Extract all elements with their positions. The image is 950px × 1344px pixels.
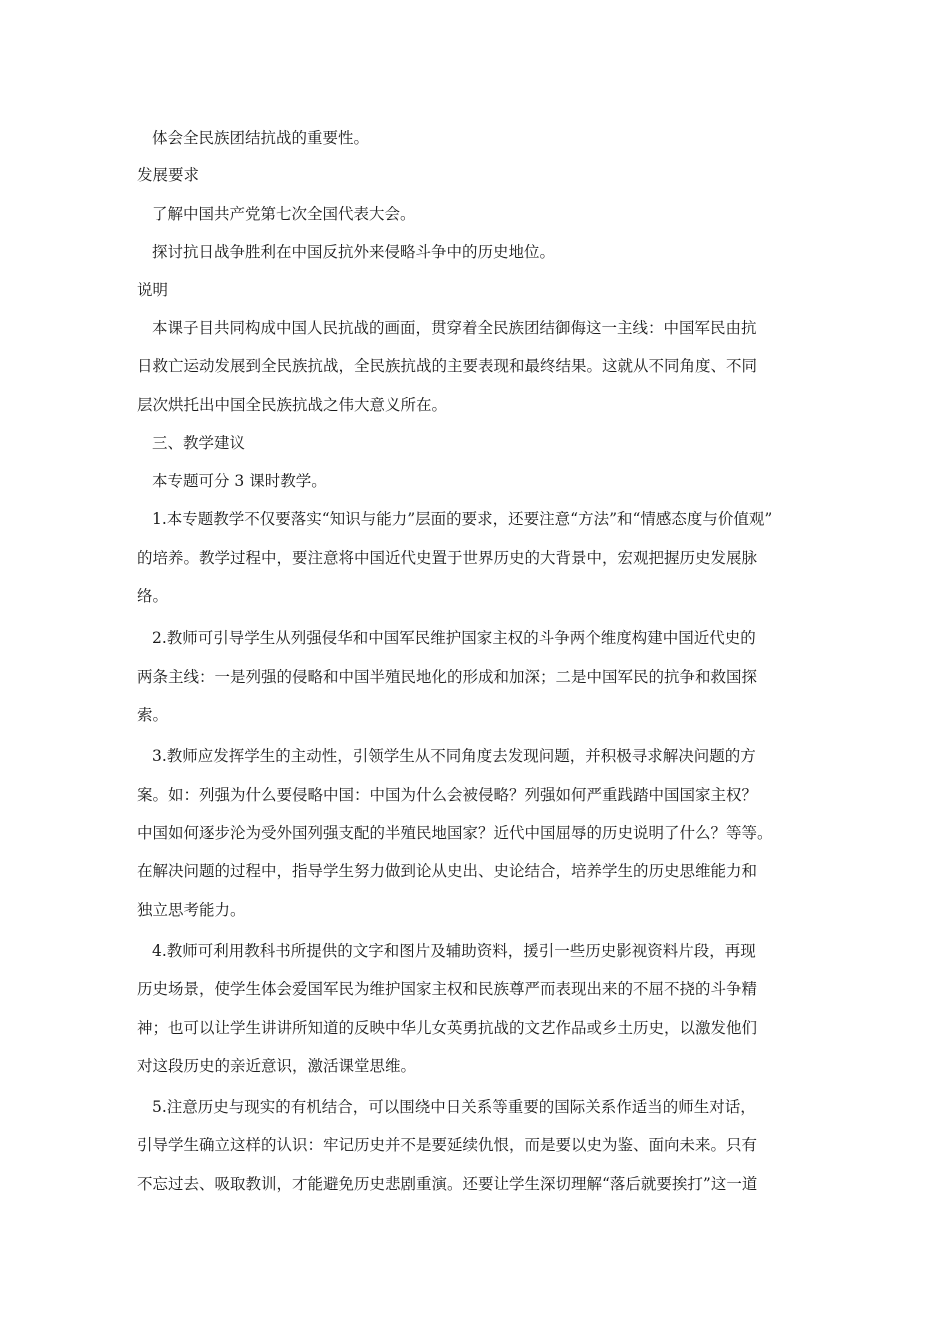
text-line: 不忘过去、吸取教训，才能避免历史悲剧重演。还要让学生深切理解“落后就要挨打”这一道: [137, 1175, 758, 1193]
text-line: 两条主线：一是列强的侵略和中国半殖民地化的形成和加深；二是中国军民的抗争和救国探: [137, 668, 758, 686]
text-line: 本课子目共同构成中国人民抗战的画面，贯穿着全民族团结御侮这一主线：中国军民由抗: [152, 319, 757, 337]
text-line: 历史场景，使学生体会爱国军民为维护国家主权和民族尊严而表现出来的不屈不挠的斗争精: [137, 980, 758, 998]
text-line: 案。如：列强为什么要侵略中国：中国为什么会被侵略？列强如何严重践踏中国国家主权？: [137, 786, 758, 804]
text-line: 探讨抗日战争胜利在中国反抗外来侵略斗争中的历史地位。: [152, 243, 556, 261]
text-line: 本专题可分 3 课时教学。: [152, 472, 327, 490]
text-line: 在解决问题的过程中，指导学生努力做到论从史出、史论结合，培养学生的历史思维能力和: [137, 862, 758, 880]
text-line: 神；也可以让学生讲讲所知道的反映中华儿女英勇抗战的文艺作品或乡土历史，以激发他们: [137, 1019, 758, 1037]
text-line: 索。: [137, 706, 169, 724]
text-line: 层次烘托出中国全民族抗战之伟大意义所在。: [137, 396, 448, 414]
text-line: 中国如何逐步沦为受外国列强支配的半殖民地国家？近代中国屈辱的历史说明了什么？等等。: [137, 824, 773, 842]
section-heading: 说明: [137, 281, 169, 299]
text-line: 对这段历史的亲近意识，激活课堂思维。: [137, 1057, 417, 1075]
section-heading: 三、教学建议: [152, 434, 246, 452]
text-line: 体会全民族团结抗战的重要性。: [152, 129, 370, 147]
text-line: 4.教师可利用教科书所提供的文字和图片及辅助资料，援引一些历史影视资料片段，再现: [152, 942, 756, 960]
text-line: 日救亡运动发展到全民族抗战，全民族抗战的主要表现和最终结果。这就从不同角度、不同: [137, 357, 758, 375]
section-heading: 发展要求: [137, 166, 200, 184]
text-line: 5.注意历史与现实的有机结合，可以围绕中日关系等重要的国际关系作适当的师生对话，: [152, 1098, 756, 1116]
text-line: 引导学生确立这样的认识：牢记历史并不是要延续仇恨，而是要以史为鉴、面向未来。只有: [137, 1136, 758, 1154]
text-line: 3.教师应发挥学生的主动性，引领学生从不同角度去发现问题，并积极寻求解决问题的方: [152, 747, 756, 765]
text-line: 的培养。教学过程中，要注意将中国近代史置于世界历史的大背景中，宏观把握历史发展脉: [137, 549, 758, 567]
text-line: 2.教师可引导学生从列强侵华和中国军民维护国家主权的斗争两个维度构建中国近代史的: [152, 629, 756, 647]
text-line: 络。: [137, 587, 169, 605]
text-line: 了解中国共产党第七次全国代表大会。: [152, 205, 416, 223]
text-line: 独立思考能力。: [137, 901, 246, 919]
text-line: 1.本专题教学不仅要落实“知识与能力”层面的要求，还要注意“方法”和“情感态度与价值观”: [152, 510, 773, 528]
